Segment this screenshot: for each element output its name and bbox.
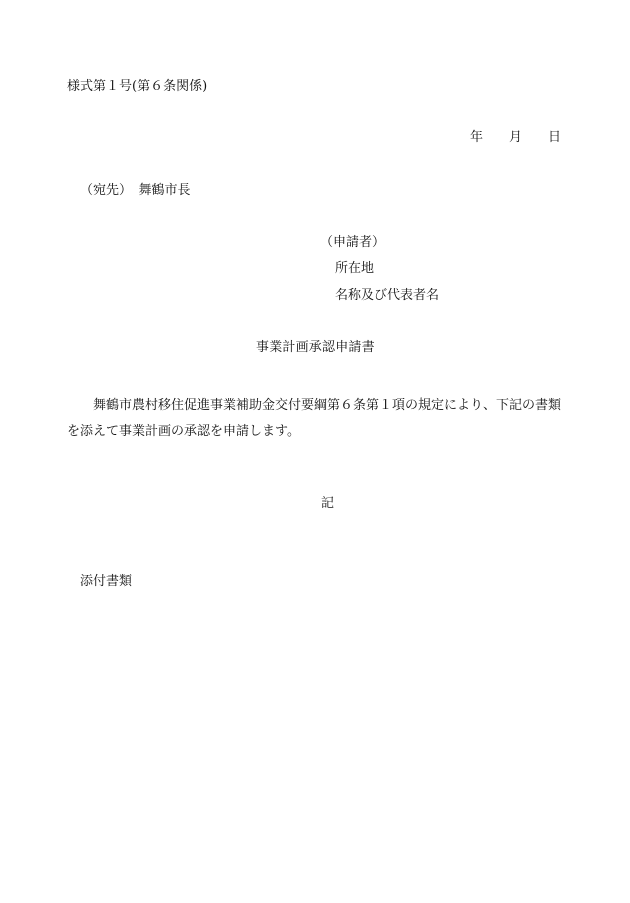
applicant-label: （申請者） <box>320 235 386 250</box>
ki-marker: 記 <box>321 496 335 511</box>
date-day-label: 日 <box>548 130 562 145</box>
date-month-label: 月 <box>509 130 523 145</box>
applicant-name-label: 名称及び代表者名 <box>335 288 440 303</box>
document-title: 事業計画承認申請書 <box>256 340 375 355</box>
body-paragraph: 舞鶴市農村移住促進事業補助金交付要綱第６条第１項の規定により、下記の書類を添えて事業計画の承認を申請します。 <box>67 398 562 439</box>
form-number: 様式第１号(第６条関係) <box>67 79 208 94</box>
addressee: （宛先） 舞鶴市長 <box>80 183 191 198</box>
date-line <box>470 131 561 144</box>
date-year-label: 年 <box>470 130 484 145</box>
attachments-label: 添付書類 <box>80 574 133 589</box>
applicant-address-label: 所在地 <box>335 261 375 276</box>
